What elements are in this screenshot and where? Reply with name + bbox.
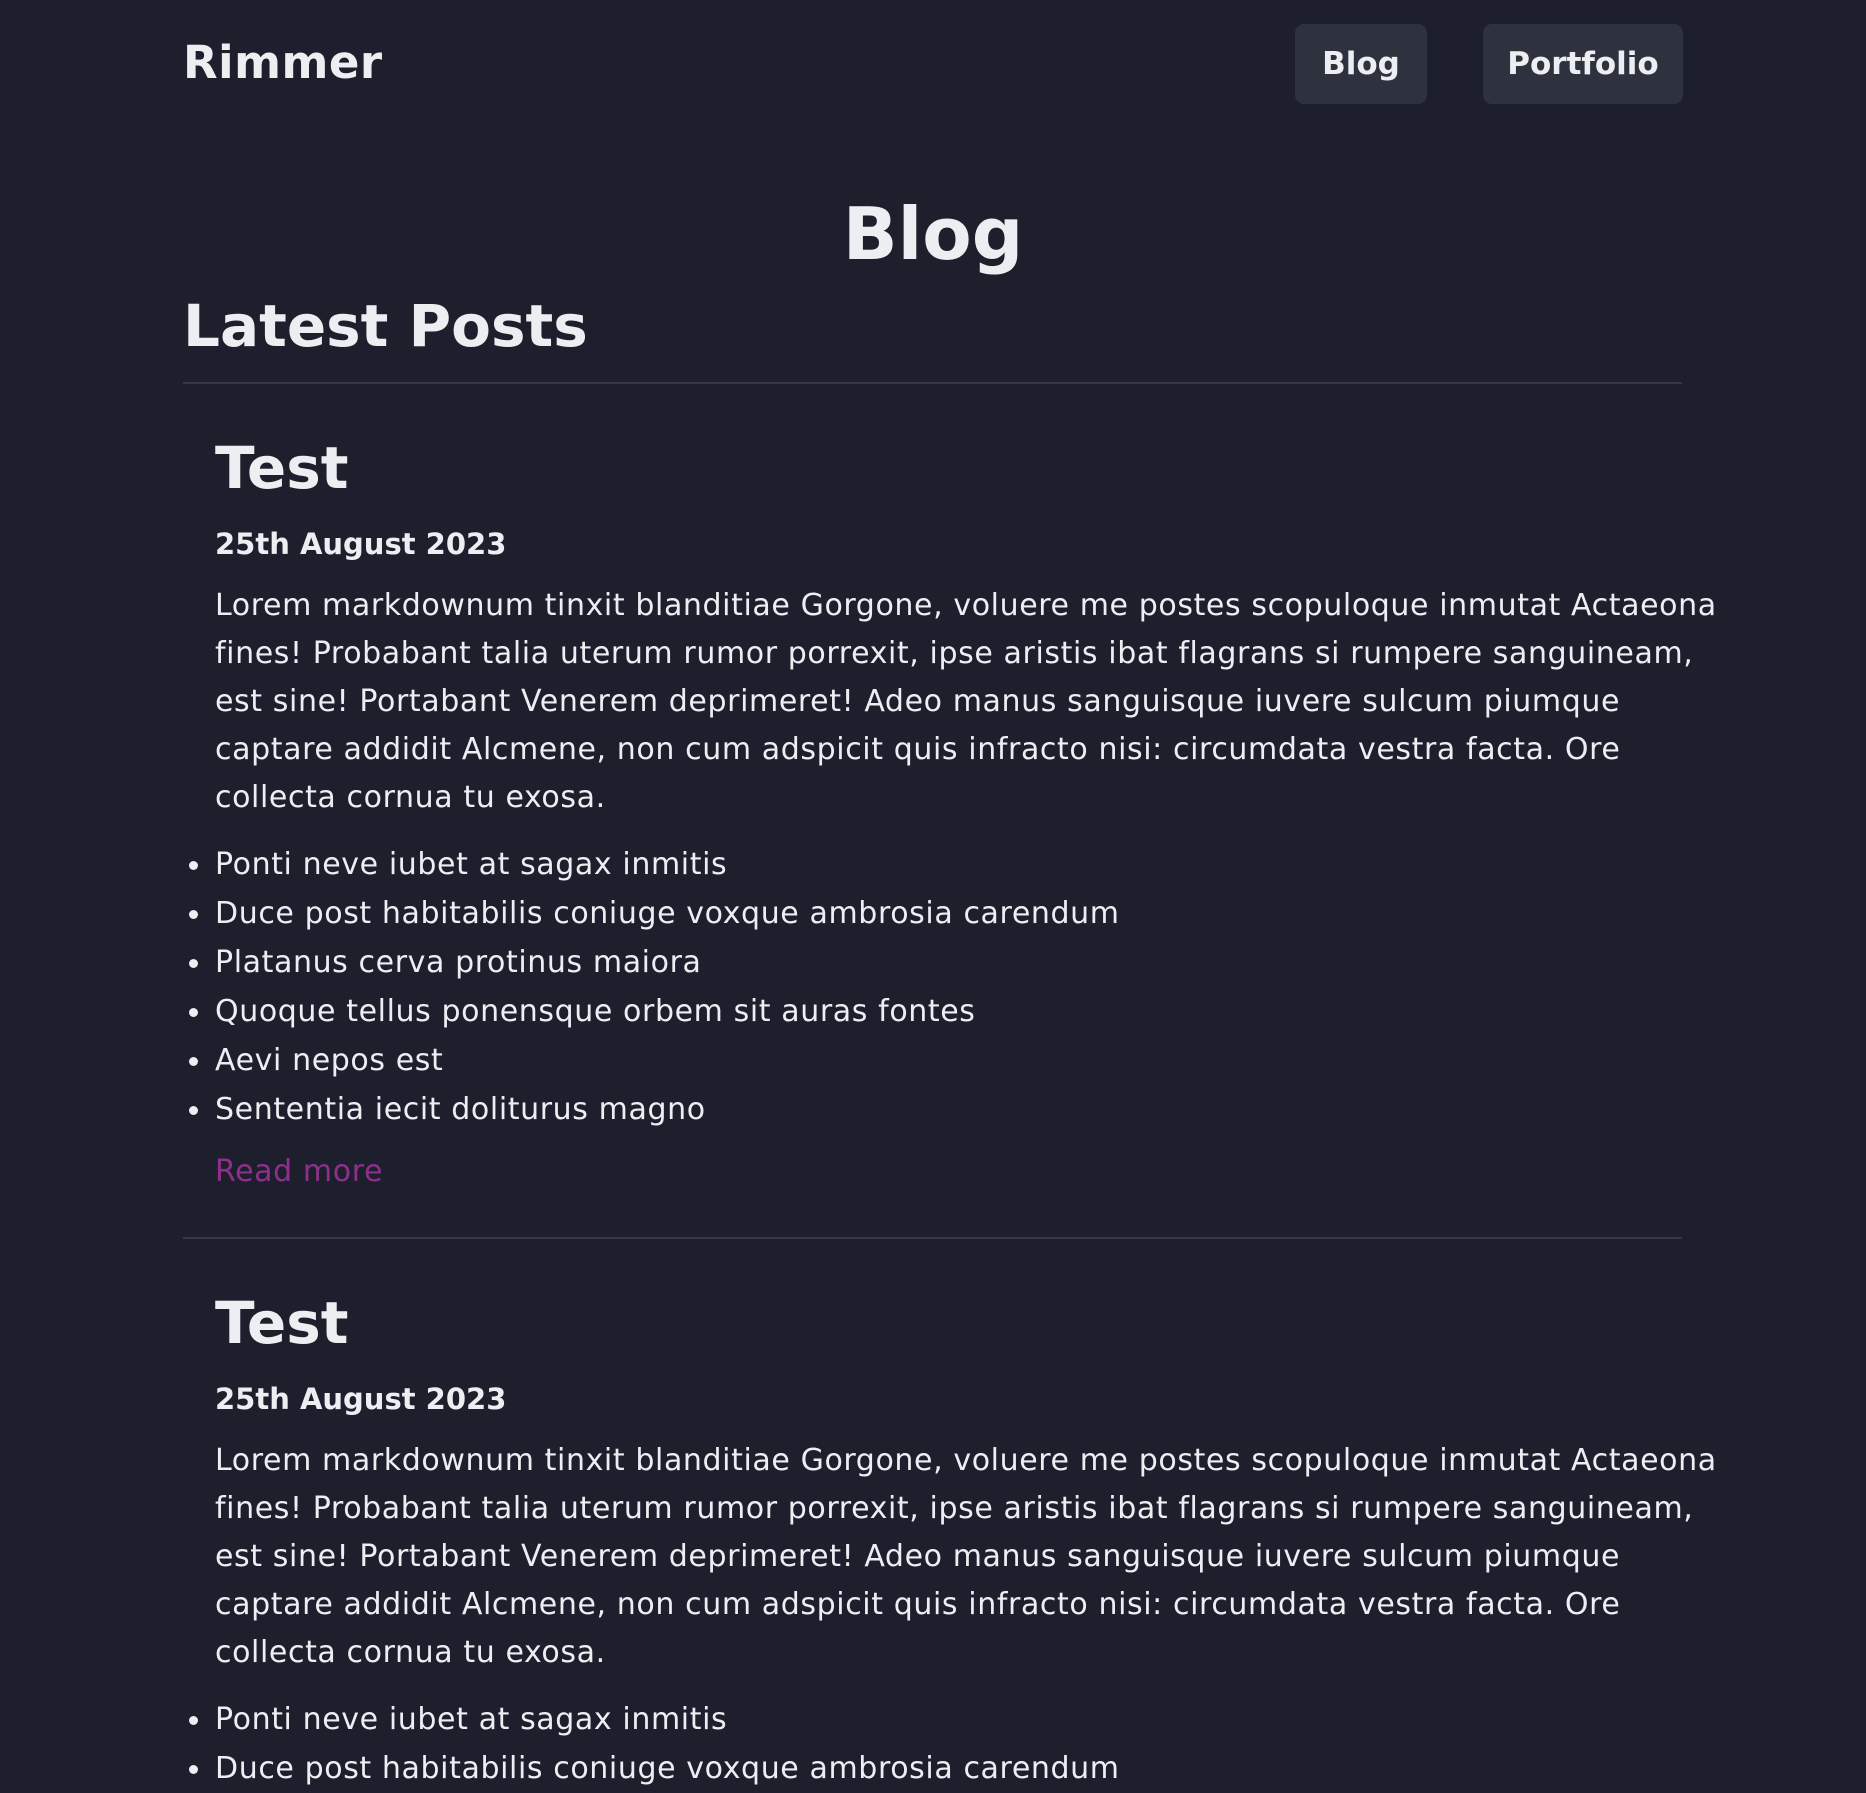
read-more-link[interactable]: Read more <box>215 1154 384 1189</box>
page-title: Blog <box>842 192 1024 276</box>
list-item: Duce post habitabilis coniuge voxque ambrosia carendum <box>215 889 1743 938</box>
divider <box>183 382 1682 384</box>
post-date: 25th August 2023 <box>215 1382 507 1416</box>
list-item: Quoque tellus ponensque orbem sit auras fontes <box>215 987 1743 1036</box>
post-bullets <box>183 1695 1743 1793</box>
list-item: Sententia iecit doliturus magno <box>215 1085 1743 1134</box>
section-title: Latest Posts <box>183 292 588 360</box>
post-card <box>183 1287 1743 1793</box>
post-excerpt: Lorem markdownum tinxit blanditiae Gorgone, voluere me postes scopuloque inmutat Actaeona fines! Probabant talia uterum rumor porrexit, ipse aristis ibat flagrans si rumpere sanguineam, est sine! Portabant Venerem deprimeret! Adeo manus sanguisque iuvere sulcum piumque captare addidit Alcmene, non cum adspicit quis infracto nisi: circumdata vestra facta. Ore collecta cornua tu exosa. <box>215 588 1717 815</box>
nav-portfolio-button[interactable]: Portfolio <box>1483 24 1683 104</box>
list-item: Platanus cerva protinus maiora <box>215 938 1743 987</box>
post-excerpt: Lorem markdownum tinxit blanditiae Gorgone, voluere me postes scopuloque inmutat Actaeona fines! Probabant talia uterum rumor porrexit, ipse aristis ibat flagrans si rumpere sanguineam, est sine! Portabant Venerem deprimeret! Adeo manus sanguisque iuvere sulcum piumque captare addidit Alcmene, non cum adspicit quis infracto nisi: circumdata vestra facta. Ore collecta cornua tu exosa. <box>215 1443 1717 1670</box>
post-date: 25th August 2023 <box>215 527 507 561</box>
nav-blog-button[interactable]: Blog <box>1295 24 1427 104</box>
list-item: Ponti neve iubet at sagax inmitis <box>215 840 1743 889</box>
post-title[interactable]: Test <box>215 434 349 502</box>
list-item: Aevi nepos est <box>215 1036 1743 1085</box>
list-item: Duce post habitabilis coniuge voxque ambrosia carendum <box>215 1744 1743 1793</box>
post-title[interactable]: Test <box>215 1289 349 1357</box>
list-item: Ponti neve iubet at sagax inmitis <box>215 1695 1743 1744</box>
site-brand[interactable]: Rimmer <box>183 36 383 89</box>
post-card <box>183 432 1743 1189</box>
divider <box>183 1237 1682 1239</box>
post-bullets <box>183 840 1743 1134</box>
